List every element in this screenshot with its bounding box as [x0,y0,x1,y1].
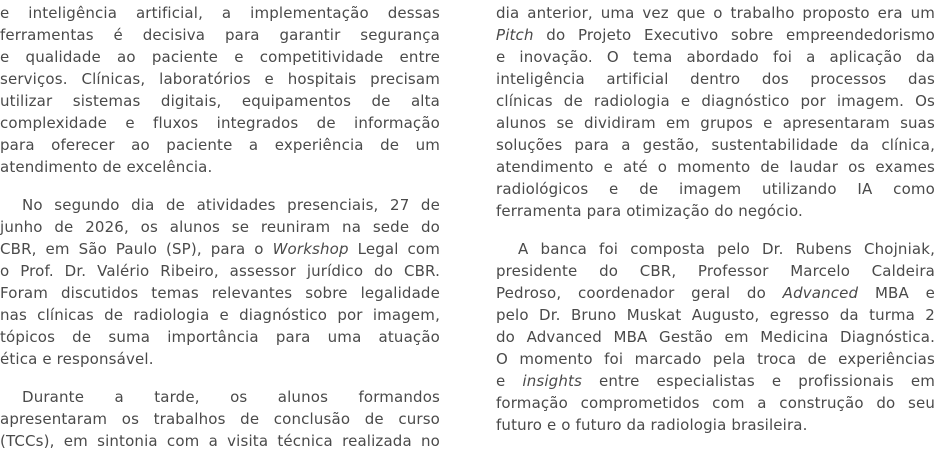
text-line: ética e responsável. [0,350,154,368]
text-line: junho de 2026, os alunos se reuniram na sede do [0,218,440,236]
paragraph-ai-tools [0,2,440,178]
text-segment: MBA e [858,284,935,302]
text-line-insights [496,370,935,392]
text-line: ferramenta para otimização do negócio. [496,202,803,220]
text-line: clínicas de radiologia e diagnóstico por imagem. Os [496,92,935,110]
text-line: tópicos de suma importância para uma atuação [0,328,440,346]
text-line: soluções para a gestão, sustentabilidade da clínica, [496,136,935,154]
text-line: dia anterior, uma vez que o trabalho proposto era um [496,4,935,22]
text-line: futuro e o futuro da radiologia brasileira. [496,416,808,434]
text-line: ferramentas é decisiva para garantir segurança [0,26,440,44]
text-segment: e [496,372,523,390]
text-line-pitch [496,24,935,46]
emphasis-workshop: Workshop [272,240,349,258]
emphasis-pitch: Pitch [496,26,534,44]
text-line: complexidade e fluxos integrados de informação [0,114,440,132]
text-line: e qualidade ao paciente e competitividade entre [0,48,440,66]
text-line: e inteligência artificial, a implementação dessas [0,4,440,22]
text-line: nas clínicas de radiologia e diagnóstico por imagem, [0,306,440,324]
text-line: presidente do CBR, Professor Marcelo Caldeira [496,262,935,280]
left-column [0,2,440,452]
text-line: (TCCs), em sintonia com a visita técnica realizada no [0,432,440,450]
text-line: atendimento de excelência. [0,158,213,176]
emphasis-insights: insights [522,372,582,390]
text-line: atendimento e até o momento de laudar os exames [496,158,935,176]
text-segment: entre especialistas e profissionais em [582,372,935,390]
emphasis-advanced: Advanced [782,284,859,302]
text-line: e inovação. O tema abordado foi a aplicação da [496,48,935,66]
paragraph-pitch [496,2,935,222]
text-segment: do Projeto Executivo sobre empreendedorismo [533,26,935,44]
text-line: alunos se dividiram em grupos e apresentaram suas [496,114,935,132]
text-line: serviços. Clínicas, laboratórios e hospitais precisam [0,70,440,88]
text-line: utilizar sistemas digitais, equipamentos de alta [0,92,440,110]
text-line: do Advanced MBA Gestão em Medicina Diagnóstica. [496,328,935,346]
text-line: Foram discutidos temas relevantes sobre legalidade [0,284,440,302]
text-segment: CBR, em São Paulo (SP), para o [0,240,273,258]
text-line: No segundo dia de atividades presenciais, 27 de [22,196,440,214]
paragraph-banca [496,238,935,436]
paragraph-second-day [0,194,440,370]
text-line: O momento foi marcado pela troca de experiências [496,350,935,368]
text-line: formação comprometidos com a construção do seu [496,394,935,412]
text-line: inteligência artificial dentro dos processos das [496,70,935,88]
paragraph-afternoon [0,386,440,452]
text-line-advanced [496,282,935,304]
text-line: Durante a tarde, os alunos formandos [22,388,440,406]
right-column [496,2,935,436]
text-line: pelo Dr. Bruno Muskat Augusto, egresso da turma 2 [496,306,935,324]
text-line: radiológicos e de imagem utilizando IA como [496,180,935,198]
text-line: o Prof. Dr. Valério Ribeiro, assessor jurídico do CBR. [0,262,440,280]
text-segment: Legal com [348,240,440,258]
text-line: apresentaram os trabalhos de conclusão de curso [0,410,440,428]
text-line: A banca foi composta pelo Dr. Rubens Chojniak, [518,240,935,258]
text-line-workshop [0,238,440,260]
text-segment: Pedroso, coordenador geral do [496,284,783,302]
text-line: para oferecer ao paciente a experiência de um [0,136,440,154]
